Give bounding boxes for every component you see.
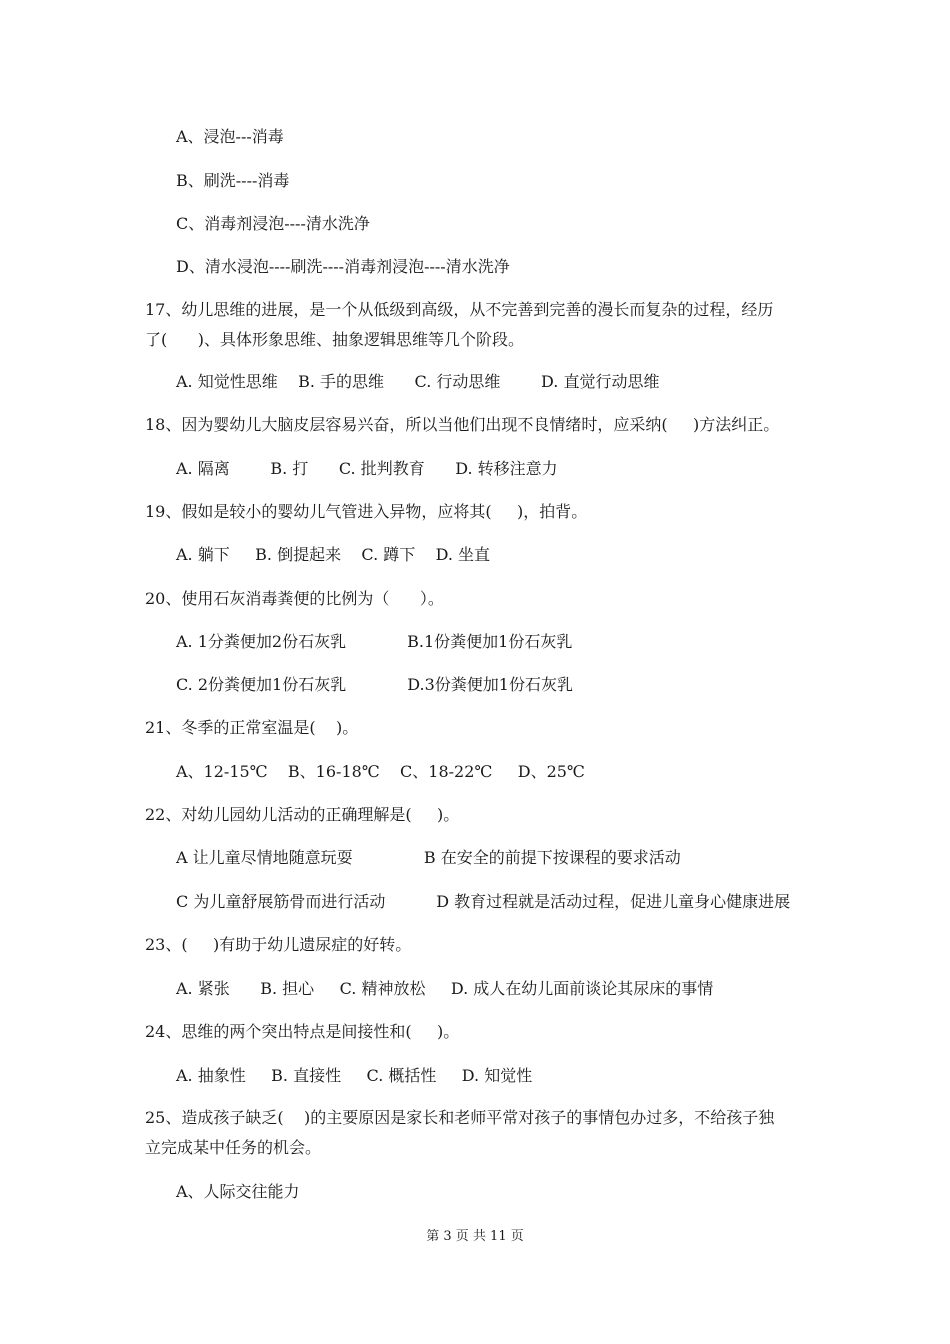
options-20-ab: A. 1分粪便加2份石灰乳 B.1份粪便加1份石灰乳 <box>176 632 573 651</box>
question-24: 24、思维的两个突出特点是间接性和( )。 <box>145 1022 460 1041</box>
options-22-cd: C 为儿童舒展筋骨而进行活动 D 教育过程就是活动过程，促进儿童身心健康进展 <box>176 892 791 911</box>
options-18: A. 隔离 B. 打 C. 批判教育 D. 转移注意力 <box>176 459 558 478</box>
option-16-d: D、清水浸泡----刷洗----消毒剂浸泡----清水洗净 <box>176 257 510 276</box>
options-21: A、12-15℃ B、16-18℃ C、18-22℃ D、25℃ <box>176 762 585 781</box>
question-23: 23、( )有助于幼儿遗尿症的好转。 <box>145 935 412 954</box>
option-16-b: B、刷洗----消毒 <box>176 171 290 190</box>
options-19: A. 躺下 B. 倒提起来 C. 蹲下 D. 坐直 <box>176 545 491 564</box>
question-17-line-1: 17、幼儿思维的进展，是一个从低级到高级，从不完善到完善的漫长而复杂的过程，经历 <box>145 300 774 319</box>
option-25-a: A、人际交往能力 <box>176 1182 300 1201</box>
option-16-a: A、浸泡---消毒 <box>176 127 284 146</box>
question-18: 18、因为婴幼儿大脑皮层容易兴奋，所以当他们出现不良情绪时，应采纳( )方法纠正。 <box>145 415 780 434</box>
question-21: 21、冬季的正常室温是( )。 <box>145 718 359 737</box>
option-16-c: C、消毒剂浸泡----清水洗净 <box>176 214 370 233</box>
options-17: A. 知觉性思维 B. 手的思维 C. 行动思维 D. 直觉行动思维 <box>176 372 660 391</box>
question-19: 19、假如是较小的婴幼儿气管进入异物，应将其( )，拍背。 <box>145 502 588 521</box>
options-20-cd: C. 2份粪便加1份石灰乳 D.3份粪便加1份石灰乳 <box>176 675 573 694</box>
question-25-line-1: 25、造成孩子缺乏( )的主要原因是家长和老师平常对孩子的事情包办过多，不给孩子独 <box>145 1108 775 1127</box>
question-25-line-2: 立完成某中任务的机会。 <box>145 1138 322 1157</box>
options-22-ab: A 让儿童尽情地随意玩耍 B 在安全的前提下按课程的要求活动 <box>176 848 681 867</box>
options-24: A. 抽象性 B. 直接性 C. 概括性 D. 知觉性 <box>176 1066 533 1085</box>
question-22: 22、对幼儿园幼儿活动的正确理解是( )。 <box>145 805 460 824</box>
page-footer: 第 3 页 共 11 页 <box>426 1229 524 1244</box>
question-20: 20、使用石灰消毒粪便的比例为（ ）。 <box>145 589 444 608</box>
options-23: A. 紧张 B. 担心 C. 精神放松 D. 成人在幼儿面前谈论其尿床的事情 <box>176 979 714 998</box>
question-17-line-2: 了( )、具体形象思维、抽象逻辑思维等几个阶段。 <box>145 330 525 349</box>
